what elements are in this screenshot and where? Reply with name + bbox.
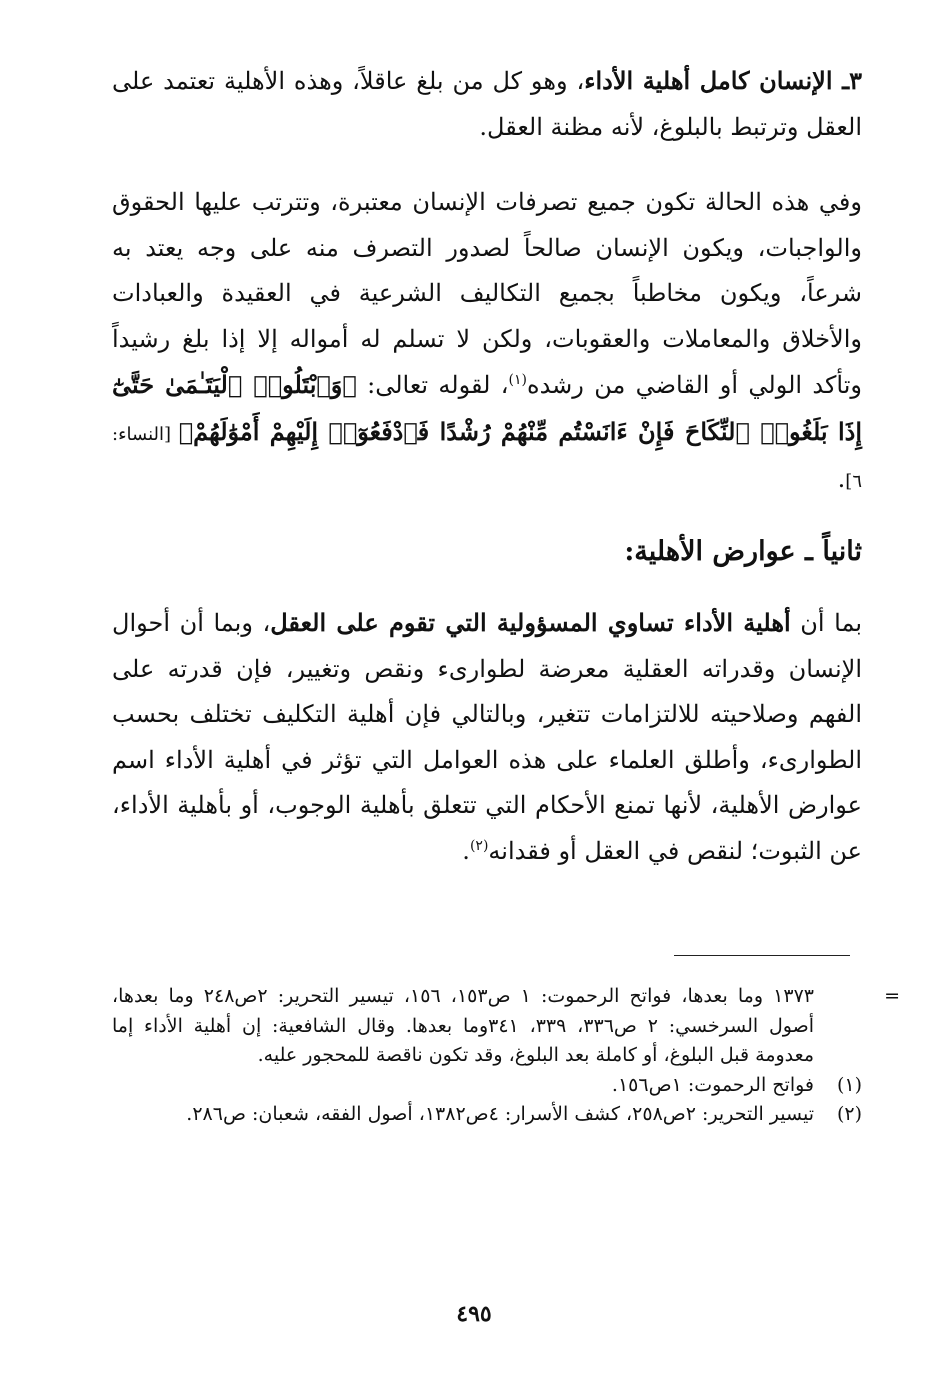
footnote-text: تيسير التحرير: ٢ص٢٥٨، كشف الأسرار: ٤ص١٣٨٢، أصول الفقه، شعبان: ص٢٨٦. xyxy=(186,1103,814,1125)
paragraph-capacity-impediments xyxy=(112,600,862,874)
paragraph-obligations xyxy=(112,180,862,505)
footnote-continuation xyxy=(112,982,900,1071)
page-number: ٤٩٥ xyxy=(456,1301,492,1327)
continuation-marker: = xyxy=(884,985,900,1007)
footnote-reference-2[interactable]: (٢) xyxy=(469,837,489,854)
paragraph-end: . xyxy=(462,836,470,865)
paragraph-text: وفي هذه الحالة تكون جميع تصرفات الإنسان معتبرة، وتترتب عليها الحقوق والواجبات، ويكون الإنسان صالحاً لصدور التصرف منه على وجه يعتد به شرعاً، ويكون مخاطباً بجميع التكاليف الشرعية في العقيدة والعبادات والأخلاق والمعاملات والعقوبات، ولكن لا تسلم له أمواله إلا إذا بلغ رشيداً وتأكد الولي أو القاضي من رشده xyxy=(112,188,863,399)
footnote-text: فواتح الرحموت: ١ص١٥٦. xyxy=(611,1073,814,1096)
paragraph-full-capacity xyxy=(112,58,862,150)
paragraph-text: ، وبما أن أحوال الإنسان وقدراته العقلية معرضة لطوارىء ونقص وتغيير، فإن قدرته على الفهم وصلاحيته للالتزامات تتغير، وبالتالي فإن أهلية التكليف تختلف بحسب الطوارىء، وأطلق العلماء على هذه العوامل التي تؤثر في أهلية الأداء اسم عوارض الأهلية، لأنها تمنع الأحكام التي تتعلق بأهلية الوجوب، أو بأهلية الأداء، عن الثبوت؛ لنقص في العقل أو فقدانه xyxy=(112,609,863,865)
footnote-number: (١) xyxy=(836,1073,862,1096)
bold-phrase: أهلية الأداء تساوي المسؤولية التي تقوم على العقل xyxy=(270,608,791,637)
footnote-number: (٢) xyxy=(836,1103,862,1125)
footnote-reference-1[interactable]: (١) xyxy=(508,372,527,388)
paragraph-end: . xyxy=(837,465,846,493)
footnote-item-2 xyxy=(112,1100,862,1130)
paragraph-text-continued: ، لقوله تعالى: xyxy=(356,371,509,399)
footnote-continuation-text: ١٣٧٣ وما بعدها، فواتح الرحموت: ١ ص١٥٣، ١٥٦، تيسير التحرير: ٢ص٢٤٨ وما بعدها، أصول السرخسي: ٢ ص٣٣٦، ٣٣٩، ٣٤١وما بعدها. وقال الشافعية: إن أهلية الأداء إما معدومة قبل البلوغ، أو كاملة بعد البلوغ، وقد تكون ناقصة للمحجور عليه. xyxy=(112,985,815,1066)
numbered-point-lead: ٣ـ الإنسان كامل أهلية الأداء xyxy=(584,66,862,95)
verse-reference: [النساء: ٦] xyxy=(112,423,862,492)
footnotes-section xyxy=(112,982,900,1130)
paragraph-text: ، وهو كل من بلغ عاقلاً، وهذه الأهلية تعتمد على العقل وترتبط بالبلوغ، لأنه مظنة العقل. xyxy=(112,67,862,141)
footnote-item-1 xyxy=(112,1071,862,1101)
section-heading: ثانياً ـ عوارض الأهلية: xyxy=(624,536,862,567)
quran-verse: ﴿وَٱبْتَلُوا۟ ٱلْيَتَـٰمَىٰ حَتَّىٰٓ إِذَا بَلَغُوا۟ ٱلنِّكَاحَ فَإِنْ ءَانَسْتُم مِّنْهُمْ رُشْدًا فَٱدْفَعُوٓا۟ إِلَيْهِمْ أَمْوَٰلَهُمْ﴾ xyxy=(112,370,863,446)
paragraph-intro: بما أن xyxy=(790,609,863,637)
footnote-divider xyxy=(674,955,850,956)
